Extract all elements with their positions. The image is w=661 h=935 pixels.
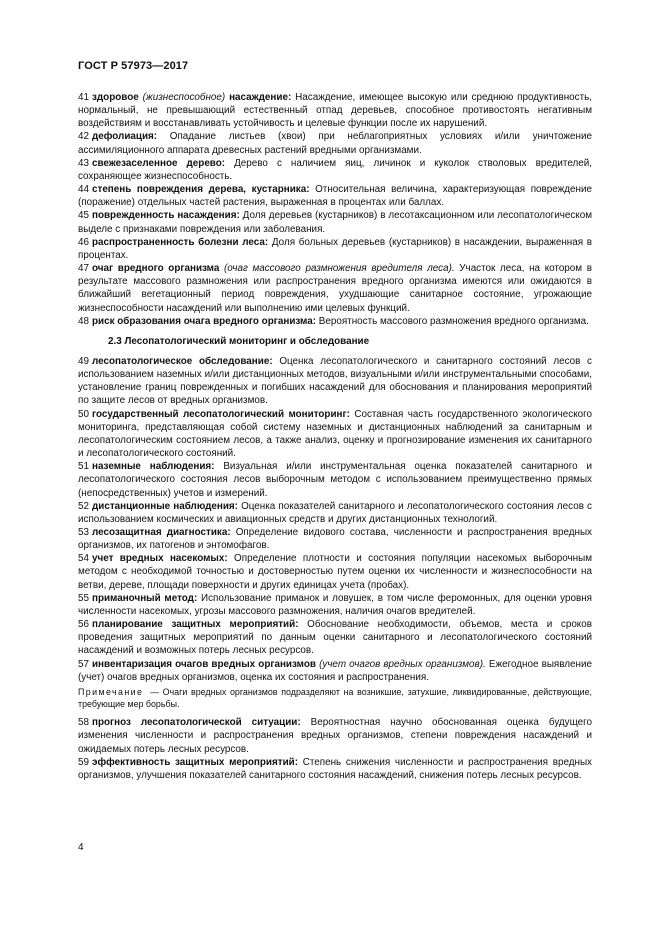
term-number: 52: [78, 500, 89, 512]
term-definition: Дерево с наличием яиц, личинок и куколок стволовых вредителей, сохраняющее жизнеспособность.: [78, 157, 592, 182]
term-number: 43: [78, 157, 89, 169]
note-label: Примечание: [78, 686, 144, 697]
term-name: планирование защитных мероприятий:: [91, 619, 299, 631]
terms-group-2: [78, 355, 592, 684]
term-entry: [78, 408, 592, 461]
term-name: инвентаризация очагов вредных организмов: [91, 658, 316, 670]
term-definition: Насаждение, имеющее высокую или среднюю продуктивность, нормальный, не превышающий естественный отпад деревьев, способное противостоять негативным воздействиям и восстанавливать устойчивость и целевые функции после их нарушений.: [78, 92, 592, 130]
term-entry: [78, 552, 592, 591]
term-number: 51: [78, 461, 89, 473]
section-heading: [108, 335, 592, 348]
term-entry: [78, 315, 592, 328]
term-number: 57: [78, 658, 89, 670]
term-name: очаг вредного организма: [91, 263, 220, 275]
term-number: 48: [78, 315, 89, 327]
term-number: 53: [78, 527, 89, 538]
term-definition: Опадание листьев (хвои) при неблагоприятных условиях и/или уничтожение ассимиляционного аппарата древесных растений вредными организмами.: [78, 131, 592, 156]
term-definition: Оценка лесопатологического и санитарного состояний лесов с использованием наземных и/или дистанционных методов, визуальными и/или инструментальными способами, установление границ поврежденных и погибших насаждений для обоснования и планирования мероприятий по защите лесов от вредных организмов.: [78, 355, 592, 407]
term-number: 42: [78, 131, 89, 143]
term-entry: [78, 592, 592, 618]
document-body: [78, 91, 592, 782]
term-definition: Доля деревьев (кустарников) в лесотаксационном или лесопатологическом выделе с признаками повреждения или заболевания.: [78, 210, 592, 235]
term-number: 58: [78, 717, 89, 729]
term-definition: Визуальная и/или инструментальная оценка показателей санитарного и лесопатологического состояния лесов выборочным методом с использованием преимущественно прямых (непосредственных) учетов и измерений.: [78, 461, 593, 499]
term-name: прогноз лесопатологической ситуации:: [91, 717, 301, 729]
term-entry: [78, 262, 592, 315]
term-italic: (жизнеспособное): [138, 92, 230, 103]
term-number: 44: [78, 184, 89, 196]
term-number: 46: [78, 236, 89, 248]
term-entry: [78, 183, 592, 209]
note-text: — Очаги вредных организмов подразделяют на возникшие, затухшие, ликвидированные, действующие, требующие мер борьбы.: [78, 686, 592, 710]
term-italic: (учет очагов вредных организмов).: [315, 658, 486, 670]
term-definition: Ежегодное выявление (учет) очагов вредных организмов, оценка их состояния и распространения.: [78, 658, 593, 683]
term-definition: Использование приманок и ловушек, в том числе феромонных, для оценки уровня численности насекомых, угрозы массового размножения, наличия очагов вредителей.: [78, 592, 592, 617]
term-entry: [78, 756, 592, 782]
term-entry: [78, 716, 592, 755]
note: [78, 686, 592, 710]
term-definition: Составная часть государственного экологического мониторинга, представляющая собой систему наземных и дистанционных наблюдений за санитарным и лесопатологическим состоянием лесов, а также анализ, оценку и прогнозирование изменения их санитарного и лесопатологического состояний.: [78, 408, 592, 460]
term-number: 45: [78, 210, 89, 222]
term-number: 56: [78, 619, 89, 631]
term-number: 49: [78, 355, 89, 367]
term-entry: [78, 157, 592, 183]
term-name: учет вредных насекомых:: [91, 553, 228, 565]
term-definition: Относительная величина, характеризующая повреждение (поражение) отдельных частей растения, выраженная в процентах или баллах.: [78, 184, 592, 209]
term-number: 41: [78, 92, 89, 103]
term-name: дистанционные наблюдения:: [91, 500, 238, 512]
term-number: 50: [78, 408, 89, 420]
term-definition: Вероятностная научно обоснованная оценка будущего изменения численности и распространения вредных организмов, степени повреждения насаждений и ожидаемых потерь лесных ресурсов.: [78, 717, 593, 755]
term-name: лесозащитная диагностика:: [91, 527, 231, 538]
term-name-2: насаждение:: [229, 92, 292, 103]
term-name: степень повреждения дерева, кустарника:: [91, 184, 310, 196]
term-definition: Определение плотности и состояния популяции насекомых выборочным методом с необходимой точностью и достоверностью путем оценки их численности и жизнеспособности на ветви, дереве, площади поверхности и других единицах учета (пробах).: [78, 553, 593, 591]
term-definition: Степень снижения численности и распространения вредных организмов, улучшения показателей санитарного состояния насаждений, снижения потерь лесных ресурсов.: [78, 756, 592, 781]
term-entry: [78, 618, 592, 657]
term-definition: Обоснование необходимости, объемов, места и сроков проведения защитных мероприятий по данным оценки санитарного и лесопатологического состояний насаждений и возможных потерь лесных ресурсов.: [78, 619, 592, 657]
term-name: приманочный метод:: [91, 592, 198, 604]
term-italic: (очаг массового размножения вредителя леса).: [219, 263, 455, 275]
term-number: 55: [78, 592, 89, 604]
terms-group-1: [78, 91, 592, 328]
term-entry: [78, 91, 592, 130]
term-number: 47: [78, 263, 89, 275]
term-definition: Вероятность массового размножения вредного организма.: [316, 315, 589, 327]
page-number: 4: [78, 842, 84, 853]
term-name: государственный лесопатологический мониторинг:: [91, 408, 350, 420]
term-entry: [78, 500, 592, 526]
section-title: Лесопатологический мониторинг и обследование: [124, 335, 370, 347]
term-name: свежезаселенное дерево:: [91, 157, 226, 169]
term-definition: Оценка показателей санитарного и лесопатологического состояния лесов с использованием космических и авиационных средств и других дистанционных технологий.: [78, 500, 592, 525]
term-entry: [78, 658, 592, 684]
terms-group-3: [78, 716, 592, 782]
term-entry: [78, 209, 592, 235]
term-number: 54: [78, 553, 89, 565]
term-name: дефолиация:: [91, 131, 158, 143]
term-entry: [78, 526, 592, 552]
term-name: эффективность защитных мероприятий:: [91, 756, 299, 768]
term-entry: [78, 130, 592, 156]
document-header: ГОСТ Р 57973—2017: [78, 60, 189, 72]
term-number: 59: [78, 756, 89, 768]
term-name: здоровое: [91, 92, 139, 103]
term-definition: Определение видового состава, численности и распространения вредных организмов, их патогенов и энтомофагов.: [78, 527, 592, 552]
term-name: наземные наблюдения:: [91, 461, 215, 473]
term-name: поврежденность насаждения:: [91, 210, 240, 222]
term-definition: Участок леса, на котором в результате массового размножения или распространения вредного организма имеются или ожидаются в ближайший вегетационный период повреждения, ухудшающие санитарное состояние, угрожающие жизнеспособности насаждений или выполнению ими целевых функций.: [78, 263, 592, 314]
section-number: 2.3: [108, 335, 122, 347]
term-name: риск образования очага вредного организма:: [91, 315, 317, 327]
term-name: распространенность болезни леса:: [91, 236, 269, 248]
term-definition: Доля больных деревьев (кустарников) в насаждении, выраженная в процентах.: [78, 236, 592, 261]
term-name: лесопатологическое обследование:: [91, 355, 273, 367]
term-entry: [78, 236, 592, 262]
term-entry: [78, 355, 592, 408]
term-entry: [78, 460, 592, 499]
